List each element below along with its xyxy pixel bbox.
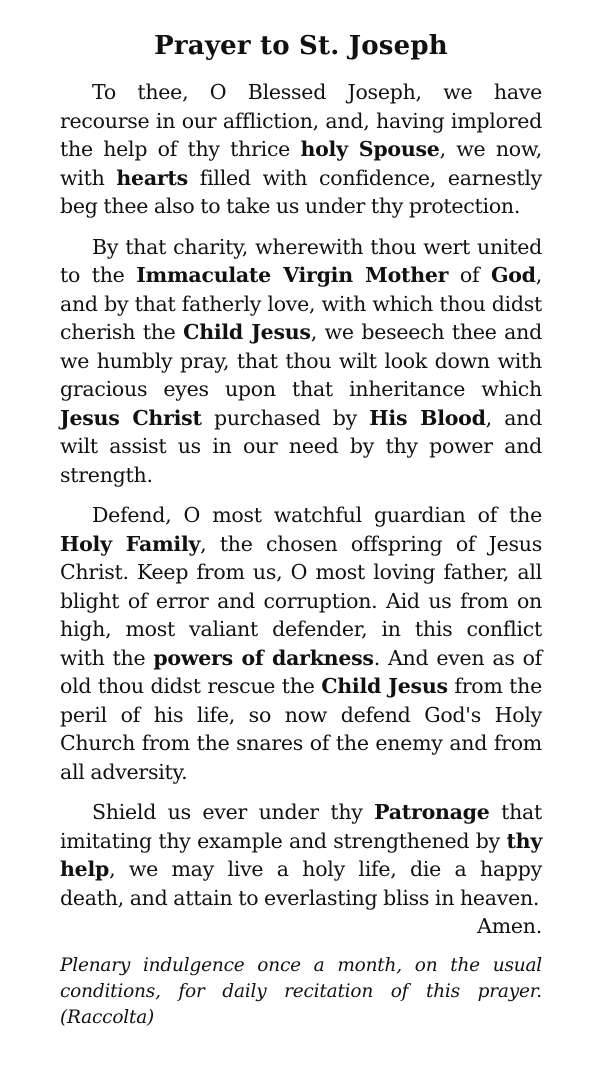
paragraph-2-text-6: , and wilt assist us in our need by thy power and strength. [60, 405, 543, 487]
prayer-card [60, 28, 542, 1031]
indulgence-note-source: (Raccolta) [60, 1006, 155, 1028]
paragraph-3-emphasis-2: powers of darkness [153, 645, 374, 670]
paragraph-1-text-3: filled with confidence, earnestly beg thee also to take us under thy protection. [60, 165, 542, 218]
paragraph-4-text-3: , we may live a holy life, die a happy death, and attain to everlasting bliss in heaven. [60, 857, 542, 910]
paragraph-1 [60, 78, 542, 221]
paragraph-3-text-2: , the chosen offspring of Jesus Christ. Keep from us, O most loving father, all blight of error and corruption. Aid us from on high, most valiant defender, in this conflict with the [60, 531, 542, 670]
paragraph-3-text-1: Defend, O most watchful guardian of the [92, 503, 542, 527]
amen-line [60, 912, 542, 941]
amen-closing: Amen. [477, 914, 542, 938]
paragraph-1-text-1: To thee, O Blessed Joseph, we have recourse in our affliction, and, having implored the help of thy thrice [60, 80, 542, 161]
prayer-title: Prayer to St. Joseph [154, 31, 448, 61]
paragraph-2-text-3: , and by that fatherly love, with which thou didst cherish the [60, 263, 542, 344]
paragraph-4 [60, 798, 542, 941]
paragraph-2-emphasis-3: Child Jesus [183, 320, 311, 344]
paragraph-3 [60, 501, 542, 786]
paragraph-4-emphasis-2: thy help [60, 828, 542, 881]
indulgence-note-text: Plenary indulgence once a month, on the usual conditions, for daily recitation of this prayer. [60, 954, 542, 1002]
paragraph-2-text-1: By that charity, wherewith thou wert united to the [60, 234, 542, 287]
paragraph-3-emphasis-3: Child Jesus [321, 674, 448, 698]
paragraph-2-emphasis-2: God [490, 263, 536, 287]
paragraph-2-text-4: , we beseech thee and we humbly pray, that thou wilt look down with gracious eyes upon that inheritance which [60, 320, 542, 401]
paragraph-3-text-3: . And even as of old thou didst rescue the [60, 645, 542, 698]
paragraph-2-text-5: purchased by [201, 405, 370, 430]
paragraph-4-text-2: that imitating thy example and strengthened by [60, 800, 543, 853]
paragraph-1-text-2: , we now, with [60, 137, 543, 190]
paragraph-2-emphasis-5: His Blood [369, 405, 486, 430]
paragraph-1-emphasis-1: holy Spouse [300, 137, 440, 161]
paragraph-2-emphasis-4: Jesus Christ [60, 405, 202, 430]
paragraph-3-text-4: from the peril of his life, so now defend God's Holy Church from the snares of the enemy and from all adversity. [60, 674, 542, 784]
paragraph-2-emphasis-1: Immaculate Virgin Mother [136, 263, 449, 287]
paragraph-3-emphasis-1: Holy Family [60, 531, 201, 556]
paragraph-1-emphasis-2: hearts [116, 165, 188, 190]
paragraph-2-text-2: of [448, 263, 491, 287]
indulgence-note [60, 953, 542, 1031]
paragraph-4-emphasis-1: Patronage [374, 800, 490, 824]
paragraph-4-text-1: Shield us ever under thy [92, 800, 375, 824]
paragraph-2 [60, 233, 542, 490]
